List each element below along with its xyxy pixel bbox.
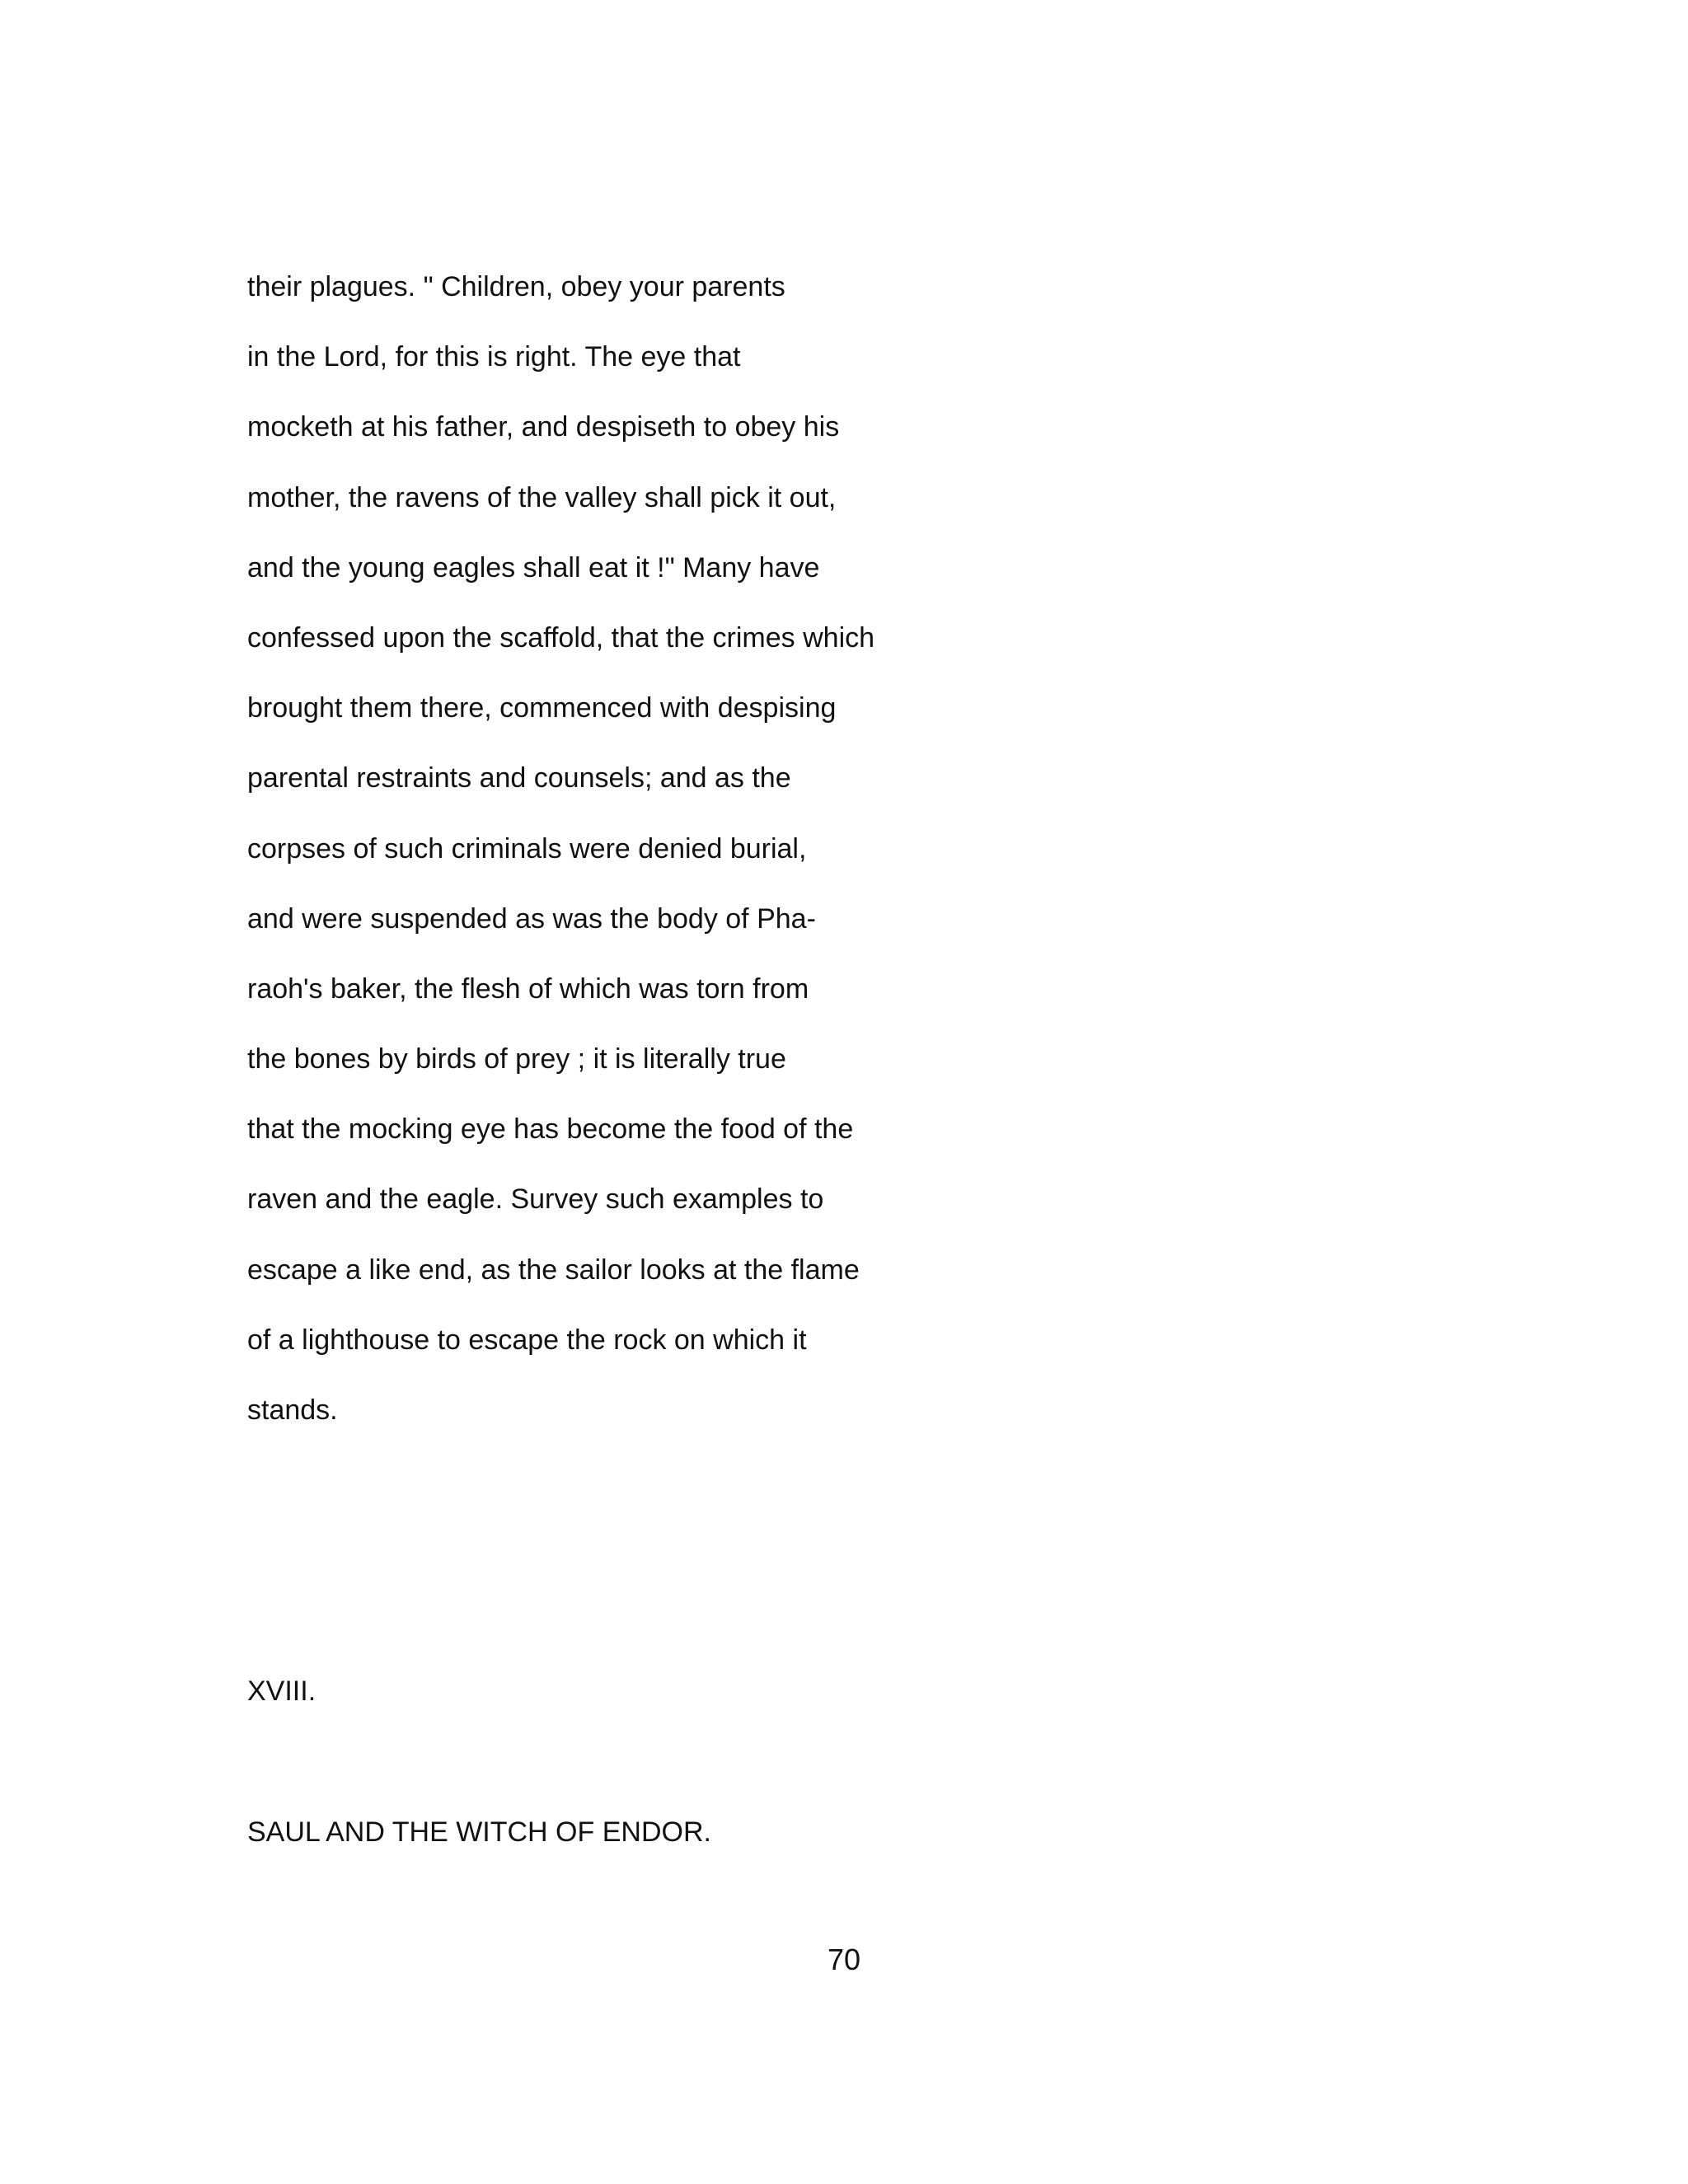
text-line: stands. (247, 1394, 338, 1426)
text-line: their plagues. " Children, obey your parents (247, 271, 785, 302)
text-line: raoh's baker, the flesh of which was torn from (247, 972, 809, 1005)
page-number: 70 (827, 1943, 861, 1976)
text-line: of a lighthouse to escape the rock on which it (247, 1324, 807, 1356)
text-line: confessed upon the scaffold, that the crimes which (247, 621, 875, 654)
text-line: raven and the eagle. Survey such examples to (247, 1183, 824, 1216)
text-line: mother, the ravens of the valley shall pick it out, (247, 481, 837, 513)
text-line: and the young eagles shall eat it !" Many have (247, 551, 820, 583)
text-line: escape a like end, as the sailor looks at the flame (247, 1254, 860, 1286)
section-number: XVIII. (247, 1675, 316, 1707)
text-line: parental restraints and counsels; and as the (247, 762, 791, 794)
text-line: in the Lord, for this is right. The eye that (247, 341, 741, 373)
text-line: brought them there, commenced with despising (247, 692, 837, 724)
text-line: that the mocking eye has become the food of the (247, 1113, 854, 1146)
text-line: and were suspended as was the body of Pha- (247, 902, 816, 935)
section-title: SAUL AND THE WITCH OF ENDOR. (247, 1816, 711, 1848)
text-line: corpses of such criminals were denied burial, (247, 832, 807, 865)
text-line: the bones by birds of prey ; it is literally true (247, 1043, 786, 1076)
body-paragraph (247, 262, 1484, 1455)
text-line: mocketh at his father, and despiseth to obey his (247, 411, 840, 443)
